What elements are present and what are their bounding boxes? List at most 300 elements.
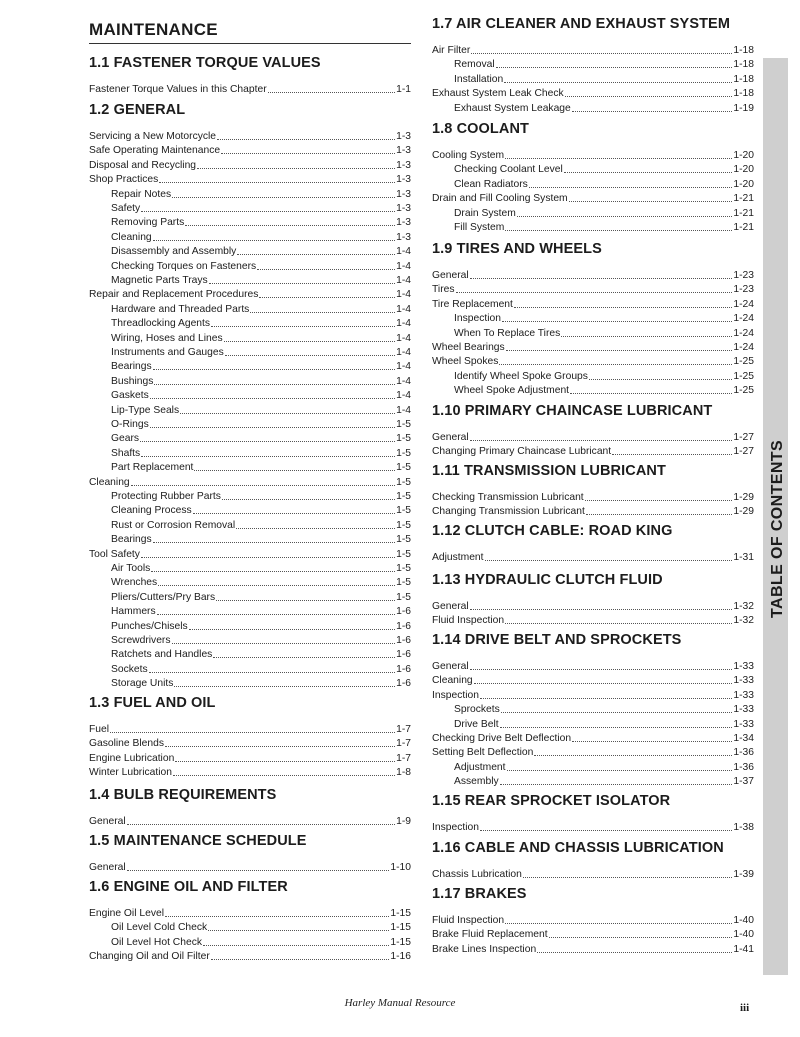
dot-leader	[504, 82, 732, 83]
toc-subentry[interactable]	[111, 359, 411, 373]
toc-entry-page: 1-37	[733, 776, 754, 788]
toc-entry[interactable]	[432, 490, 754, 504]
toc-entry-label: Cleaning	[111, 231, 152, 243]
toc-entry-label: Fluid Inspection	[432, 615, 505, 627]
toc-entry-page: 1-6	[396, 649, 411, 661]
toc-entry-page: 1-20	[733, 150, 754, 161]
toc-entry-page: 1-5	[396, 433, 411, 445]
dot-leader	[172, 643, 396, 644]
dot-leader	[158, 585, 395, 586]
toc-entry-page: 1-4	[396, 275, 411, 286]
toc-subentry[interactable]	[454, 774, 754, 788]
dot-leader	[529, 187, 733, 188]
toc-entry-page: 1-33	[733, 661, 754, 672]
dot-leader	[564, 172, 733, 173]
dot-leader	[505, 623, 732, 624]
toc-entry-label: Setting Belt Deflection	[432, 747, 534, 759]
toc-subentry[interactable]	[454, 220, 754, 234]
toc-entry-page: 1-3	[396, 203, 411, 214]
toc-entry[interactable]	[432, 550, 754, 564]
dot-leader	[194, 470, 395, 471]
toc-entry-page: 1-7	[396, 724, 411, 735]
toc-entry-page: 1-29	[733, 492, 754, 503]
toc-entry-page: 1-18	[733, 45, 754, 56]
dot-leader	[268, 92, 395, 93]
toc-entry-page: 1-4	[396, 347, 411, 358]
toc-entry-label: Cooling System	[432, 150, 505, 161]
toc-entry[interactable]	[89, 860, 411, 874]
toc-entry-label: Fastener Torque Values in this Chapter	[89, 84, 267, 95]
toc-entry[interactable]	[432, 340, 754, 354]
dot-leader	[500, 727, 733, 728]
dot-leader	[153, 542, 395, 543]
toc-entry-page: 1-32	[733, 601, 754, 612]
dot-leader	[612, 454, 732, 455]
dot-leader	[175, 761, 395, 762]
dot-leader	[159, 182, 395, 183]
toc-subentry[interactable]	[111, 676, 411, 690]
toc-entry-page: 1-31	[733, 552, 754, 563]
dot-leader	[470, 440, 733, 441]
toc-subentry[interactable]	[111, 230, 411, 244]
toc-entry[interactable]	[89, 287, 411, 301]
footer-publisher: Harley Manual Resource	[344, 997, 456, 1009]
toc-entry[interactable]	[432, 673, 754, 687]
dot-leader	[153, 369, 395, 370]
toc-subentry[interactable]	[454, 72, 754, 86]
toc-entry-label: Ratchets and Handles	[111, 649, 213, 661]
section-heading: 1.3 FUEL AND OIL	[89, 695, 216, 711]
toc-subentry[interactable]	[454, 760, 754, 774]
toc-subentry[interactable]	[454, 177, 754, 191]
toc-entry[interactable]	[432, 688, 754, 702]
toc-entry-label: Inspection	[432, 822, 479, 833]
toc-entry-page: 1-6	[396, 678, 411, 690]
toc-subentry[interactable]	[111, 575, 411, 589]
dot-leader	[221, 153, 395, 154]
dot-leader	[589, 379, 732, 380]
dot-leader	[217, 139, 395, 140]
toc-entry-label: General	[432, 270, 469, 281]
toc-entry[interactable]	[432, 191, 754, 205]
toc-entry-label: Fluid Inspection	[432, 915, 505, 926]
toc-entry-label: Cleaning	[89, 476, 130, 488]
toc-entry[interactable]	[432, 444, 754, 458]
toc-entry-page: 1-18	[733, 59, 754, 71]
toc-entry-label: Inspection	[454, 313, 501, 325]
toc-subentry[interactable]	[111, 503, 411, 517]
dot-leader	[565, 96, 733, 97]
toc-entry-label: General	[432, 661, 469, 672]
toc-subentry[interactable]	[111, 604, 411, 618]
toc-entry[interactable]	[432, 282, 754, 296]
toc-entry-label: When To Replace Tires	[454, 327, 561, 339]
toc-entry-label: Repair Notes	[111, 188, 172, 200]
toc-entry-page: 1-4	[396, 318, 411, 330]
dot-leader	[189, 629, 395, 630]
toc-subentry[interactable]	[111, 403, 411, 417]
toc-entry-label: Drive Belt	[454, 718, 499, 730]
toc-entry-page: 1-5	[396, 563, 411, 574]
toc-entry[interactable]	[89, 722, 411, 736]
toc-entry-page: 1-7	[396, 738, 411, 750]
toc-subentry[interactable]	[454, 101, 754, 115]
toc-entry-page: 1-4	[396, 390, 411, 402]
toc-subentry[interactable]	[111, 446, 411, 460]
toc-entry-page: 1-4	[396, 260, 411, 272]
toc-entry-page: 1-23	[733, 284, 754, 296]
dot-leader	[499, 364, 732, 365]
dot-leader	[154, 384, 395, 385]
toc-entry-page: 1-7	[396, 752, 411, 764]
dot-leader	[534, 755, 732, 756]
dot-leader	[224, 341, 396, 342]
toc-entry-page: 1-5	[396, 519, 411, 531]
toc-subentry[interactable]	[111, 920, 411, 934]
toc-entry-page: 1-32	[733, 615, 754, 627]
toc-entry-page: 1-3	[396, 145, 411, 157]
toc-entry[interactable]	[89, 172, 411, 186]
toc-entry-label: Screwdrivers	[111, 635, 171, 646]
dot-leader	[517, 216, 733, 217]
toc-entry-page: 1-21	[733, 207, 754, 219]
toc-subentry[interactable]	[111, 273, 411, 287]
dot-leader	[549, 937, 733, 938]
toc-subentry[interactable]	[111, 633, 411, 647]
section-heading: 1.9 TIRES AND WHEELS	[432, 241, 602, 257]
toc-subentry[interactable]	[111, 331, 411, 345]
toc-entry-label: Drain and Fill Cooling System	[432, 193, 568, 205]
dot-leader	[216, 600, 395, 601]
toc-entry-label: Wrenches	[111, 577, 158, 589]
toc-subentry[interactable]	[111, 374, 411, 388]
toc-entry-label: O-Rings	[111, 419, 149, 430]
toc-subentry[interactable]	[111, 518, 411, 532]
toc-entry[interactable]	[89, 814, 411, 828]
toc-entry-page: 1-36	[733, 761, 754, 773]
toc-entry-label: Wheel Spoke Adjustment	[454, 385, 570, 397]
toc-subentry[interactable]	[111, 561, 411, 575]
toc-subentry[interactable]	[111, 345, 411, 359]
toc-entry[interactable]	[432, 913, 754, 927]
dot-leader	[561, 336, 732, 337]
dot-leader	[236, 528, 395, 529]
dot-leader	[257, 269, 395, 270]
toc-entry-label: Bearings	[111, 361, 152, 373]
dot-leader	[140, 441, 395, 442]
toc-subentry[interactable]	[111, 647, 411, 661]
toc-entry[interactable]	[432, 86, 754, 100]
toc-entry[interactable]	[432, 867, 754, 881]
dot-leader	[165, 916, 389, 917]
toc-subentry[interactable]	[111, 935, 411, 949]
dot-leader	[211, 959, 390, 960]
toc-entry-label: Disassembly and Assembly	[111, 246, 237, 258]
toc-entry[interactable]	[432, 599, 754, 613]
dot-leader	[586, 514, 733, 515]
toc-subentry[interactable]	[111, 460, 411, 474]
toc-subentry[interactable]	[454, 206, 754, 220]
toc-subentry[interactable]	[111, 215, 411, 229]
toc-entry-page: 1-5	[396, 491, 411, 502]
toc-entry-label: Identify Wheel Spoke Groups	[454, 370, 588, 382]
toc-entry[interactable]	[89, 751, 411, 765]
toc-entry-page: 1-4	[396, 332, 411, 344]
toc-subentry[interactable]	[111, 590, 411, 604]
title-rule	[89, 43, 411, 44]
toc-entry-label: Fuel	[89, 724, 110, 735]
section-heading: 1.1 FASTENER TORQUE VALUES	[89, 55, 321, 71]
toc-entry-page: 1-1	[396, 84, 411, 95]
toc-entry[interactable]	[432, 659, 754, 673]
toc-subentry[interactable]	[454, 383, 754, 397]
dot-leader	[203, 945, 389, 946]
toc-entry-label: Removal	[454, 59, 495, 71]
toc-entry-label: Safety	[111, 203, 141, 214]
dot-leader	[572, 741, 732, 742]
section-heading: 1.5 MAINTENANCE SCHEDULE	[89, 833, 307, 849]
toc-entry-page: 1-16	[390, 951, 411, 963]
dot-leader	[505, 923, 732, 924]
toc-entry-label: Disposal and Recycling	[89, 159, 197, 171]
toc-entry-label: Repair and Replacement Procedures	[89, 289, 259, 301]
toc-entry-page: 1-4	[396, 303, 411, 315]
toc-entry[interactable]	[89, 129, 411, 143]
toc-entry-page: 1-6	[396, 635, 411, 646]
toc-entry-page: 1-40	[733, 929, 754, 941]
toc-entry-label: Winter Lubrication	[89, 767, 172, 779]
toc-entry[interactable]	[432, 354, 754, 368]
toc-entry-page: 1-4	[396, 246, 411, 258]
toc-entry[interactable]	[89, 475, 411, 489]
toc-entry-label: Wheel Bearings	[432, 342, 505, 353]
toc-entry-page: 1-3	[396, 159, 411, 171]
toc-entry-label: Sprockets	[454, 704, 500, 716]
dot-leader	[470, 669, 733, 670]
dot-leader	[197, 168, 395, 169]
toc-entry[interactable]	[89, 82, 411, 96]
toc-entry[interactable]	[432, 942, 754, 956]
toc-entry-label: Gaskets	[111, 390, 149, 402]
toc-entry-label: Drain System	[454, 207, 516, 219]
section-heading: 1.11 TRANSMISSION LUBRICANT	[432, 463, 666, 479]
dot-leader	[502, 321, 732, 322]
toc-subentry[interactable]	[454, 162, 754, 176]
dot-leader	[505, 230, 732, 231]
page-number: iii	[740, 1002, 750, 1014]
section-heading: 1.6 ENGINE OIL AND FILTER	[89, 879, 288, 895]
toc-entry-page: 1-6	[396, 620, 411, 632]
dot-leader	[505, 158, 732, 159]
dot-leader	[141, 456, 395, 457]
section-heading: 1.10 PRIMARY CHAINCASE LUBRICANT	[432, 403, 713, 419]
toc-entry-page: 1-39	[733, 869, 754, 880]
toc-entry-label: Safe Operating Maintenance	[89, 145, 221, 157]
dot-leader	[470, 609, 733, 610]
dot-leader	[507, 770, 733, 771]
dot-leader	[506, 350, 733, 351]
toc-entry-page: 1-33	[733, 689, 754, 701]
toc-entry[interactable]	[89, 765, 411, 779]
toc-entry-label: Fill System	[454, 222, 505, 233]
toc-entry-label: Air Filter	[432, 45, 471, 56]
dot-leader	[153, 240, 395, 241]
toc-entry-page: 1-38	[733, 822, 754, 833]
toc-entry-page: 1-4	[396, 289, 411, 301]
toc-entry-label: Changing Oil and Oil Filter	[89, 951, 210, 963]
toc-entry-page: 1-29	[733, 506, 754, 518]
dot-leader	[585, 500, 733, 501]
dot-leader	[127, 824, 395, 825]
toc-subentry[interactable]	[111, 489, 411, 503]
toc-entry-page: 1-10	[390, 862, 411, 873]
dot-leader	[570, 393, 732, 394]
toc-subentry[interactable]	[111, 388, 411, 402]
section-heading: 1.14 DRIVE BELT AND SPROCKETS	[432, 632, 682, 648]
toc-entry-label: Exhaust System Leak Check	[432, 88, 564, 100]
toc-entry[interactable]	[432, 820, 754, 834]
toc-entry[interactable]	[89, 906, 411, 920]
dot-leader	[480, 830, 732, 831]
toc-entry-label: Lip-Type Seals	[111, 404, 180, 416]
dot-leader	[572, 111, 733, 112]
toc-entry-label: Checking Transmission Lubricant	[432, 492, 584, 503]
toc-entry-label: Rust or Corrosion Removal	[111, 519, 236, 531]
section-heading: 1.12 CLUTCH CABLE: ROAD KING	[432, 523, 673, 539]
dot-leader	[165, 746, 395, 747]
toc-entry-page: 1-6	[396, 606, 411, 618]
toc-entry-page: 1-6	[396, 663, 411, 675]
toc-entry-page: 1-15	[390, 922, 411, 934]
toc-subentry[interactable]	[111, 316, 411, 330]
section-heading: 1.16 CABLE AND CHASSIS LUBRICATION	[432, 840, 724, 856]
toc-entry-page: 1-21	[733, 193, 754, 205]
dot-leader	[213, 657, 395, 658]
toc-entry-label: Magnetic Parts Trays	[111, 275, 208, 286]
toc-subentry[interactable]	[454, 326, 754, 340]
dot-leader	[496, 67, 733, 68]
toc-entry[interactable]	[432, 613, 754, 627]
toc-entry-page: 1-15	[390, 936, 411, 948]
dot-leader	[110, 732, 395, 733]
toc-entry-page: 1-5	[396, 534, 411, 546]
toc-entry-label: General	[432, 601, 469, 612]
dot-leader	[523, 877, 733, 878]
toc-entry-label: Oil Level Hot Check	[111, 936, 202, 948]
dot-leader	[208, 930, 389, 931]
toc-subentry[interactable]	[111, 187, 411, 201]
toc-entry-page: 1-5	[396, 447, 411, 459]
toc-subentry[interactable]	[111, 431, 411, 445]
dot-leader	[151, 571, 395, 572]
toc-entry[interactable]	[89, 949, 411, 963]
toc-entry-page: 1-3	[396, 217, 411, 229]
dot-leader	[501, 712, 733, 713]
toc-entry-page: 1-15	[390, 908, 411, 919]
toc-entry[interactable]	[432, 430, 754, 444]
toc-entry-label: Adjustment	[454, 761, 506, 773]
dot-leader	[569, 201, 733, 202]
toc-entry-page: 1-20	[733, 164, 754, 176]
toc-subentry[interactable]	[111, 259, 411, 273]
toc-entry-page: 1-3	[396, 174, 411, 186]
dot-leader	[237, 254, 395, 255]
toc-entry[interactable]	[432, 745, 754, 759]
toc-entry-page: 1-24	[733, 327, 754, 339]
toc-entry-page: 1-20	[733, 178, 754, 190]
toc-entry-page: 1-5	[396, 591, 411, 603]
toc-entry-label: Hammers	[111, 606, 156, 618]
toc-entry-page: 1-21	[733, 222, 754, 233]
toc-subentry[interactable]	[111, 201, 411, 215]
toc-entry-label: Installation	[454, 73, 504, 85]
toc-entry-page: 1-3	[396, 188, 411, 200]
toc-subentry[interactable]	[111, 662, 411, 676]
toc-subentry[interactable]	[454, 57, 754, 71]
toc-entry-label: Sockets	[111, 663, 148, 675]
toc-subentry[interactable]	[111, 532, 411, 546]
toc-entry[interactable]	[89, 736, 411, 750]
dot-leader	[225, 355, 395, 356]
toc-entry-label: Assembly	[454, 776, 499, 788]
toc-subentry[interactable]	[454, 369, 754, 383]
toc-subentry[interactable]	[454, 702, 754, 716]
toc-entry-label: Engine Lubrication	[89, 752, 175, 764]
toc-entry-page: 1-5	[396, 476, 411, 488]
toc-entry-page: 1-33	[733, 704, 754, 716]
section-heading: 1.15 REAR SPROCKET ISOLATOR	[432, 793, 671, 809]
dot-leader	[474, 683, 733, 684]
toc-entry-label: Cleaning	[432, 675, 473, 687]
toc-entry-page: 1-4	[396, 404, 411, 416]
toc-entry[interactable]	[89, 158, 411, 172]
page-title: MAINTENANCE	[89, 20, 218, 39]
toc-entry-page: 1-19	[733, 102, 754, 114]
toc-entry-page: 1-24	[733, 313, 754, 325]
dot-leader	[514, 307, 733, 308]
dot-leader	[172, 197, 395, 198]
dot-leader	[209, 283, 395, 284]
dot-leader	[185, 225, 395, 226]
toc-subentry[interactable]	[111, 619, 411, 633]
toc-entry-label: Protecting Rubber Parts	[111, 491, 221, 502]
toc-entry-label: General	[89, 816, 126, 827]
toc-entry-page: 1-5	[396, 462, 411, 474]
toc-entry[interactable]	[432, 297, 754, 311]
toc-entry[interactable]	[89, 547, 411, 561]
toc-subentry[interactable]	[111, 302, 411, 316]
toc-entry[interactable]	[432, 148, 754, 162]
toc-entry[interactable]	[432, 504, 754, 518]
toc-entry-label: Wiring, Hoses and Lines	[111, 332, 223, 344]
toc-subentry[interactable]	[454, 311, 754, 325]
dot-leader	[259, 297, 395, 298]
dot-leader	[131, 485, 395, 486]
dot-leader	[157, 614, 395, 615]
toc-entry[interactable]	[432, 43, 754, 57]
dot-leader	[480, 698, 732, 699]
toc-subentry[interactable]	[454, 717, 754, 731]
dot-leader	[471, 53, 732, 54]
toc-entry[interactable]	[432, 268, 754, 282]
toc-entry[interactable]	[432, 927, 754, 941]
toc-subentry[interactable]	[111, 244, 411, 258]
toc-entry-label: Punches/Chisels	[111, 620, 188, 632]
toc-entry[interactable]	[432, 731, 754, 745]
toc-entry-page: 1-25	[733, 370, 754, 382]
toc-entry[interactable]	[89, 143, 411, 157]
toc-subentry[interactable]	[111, 417, 411, 431]
